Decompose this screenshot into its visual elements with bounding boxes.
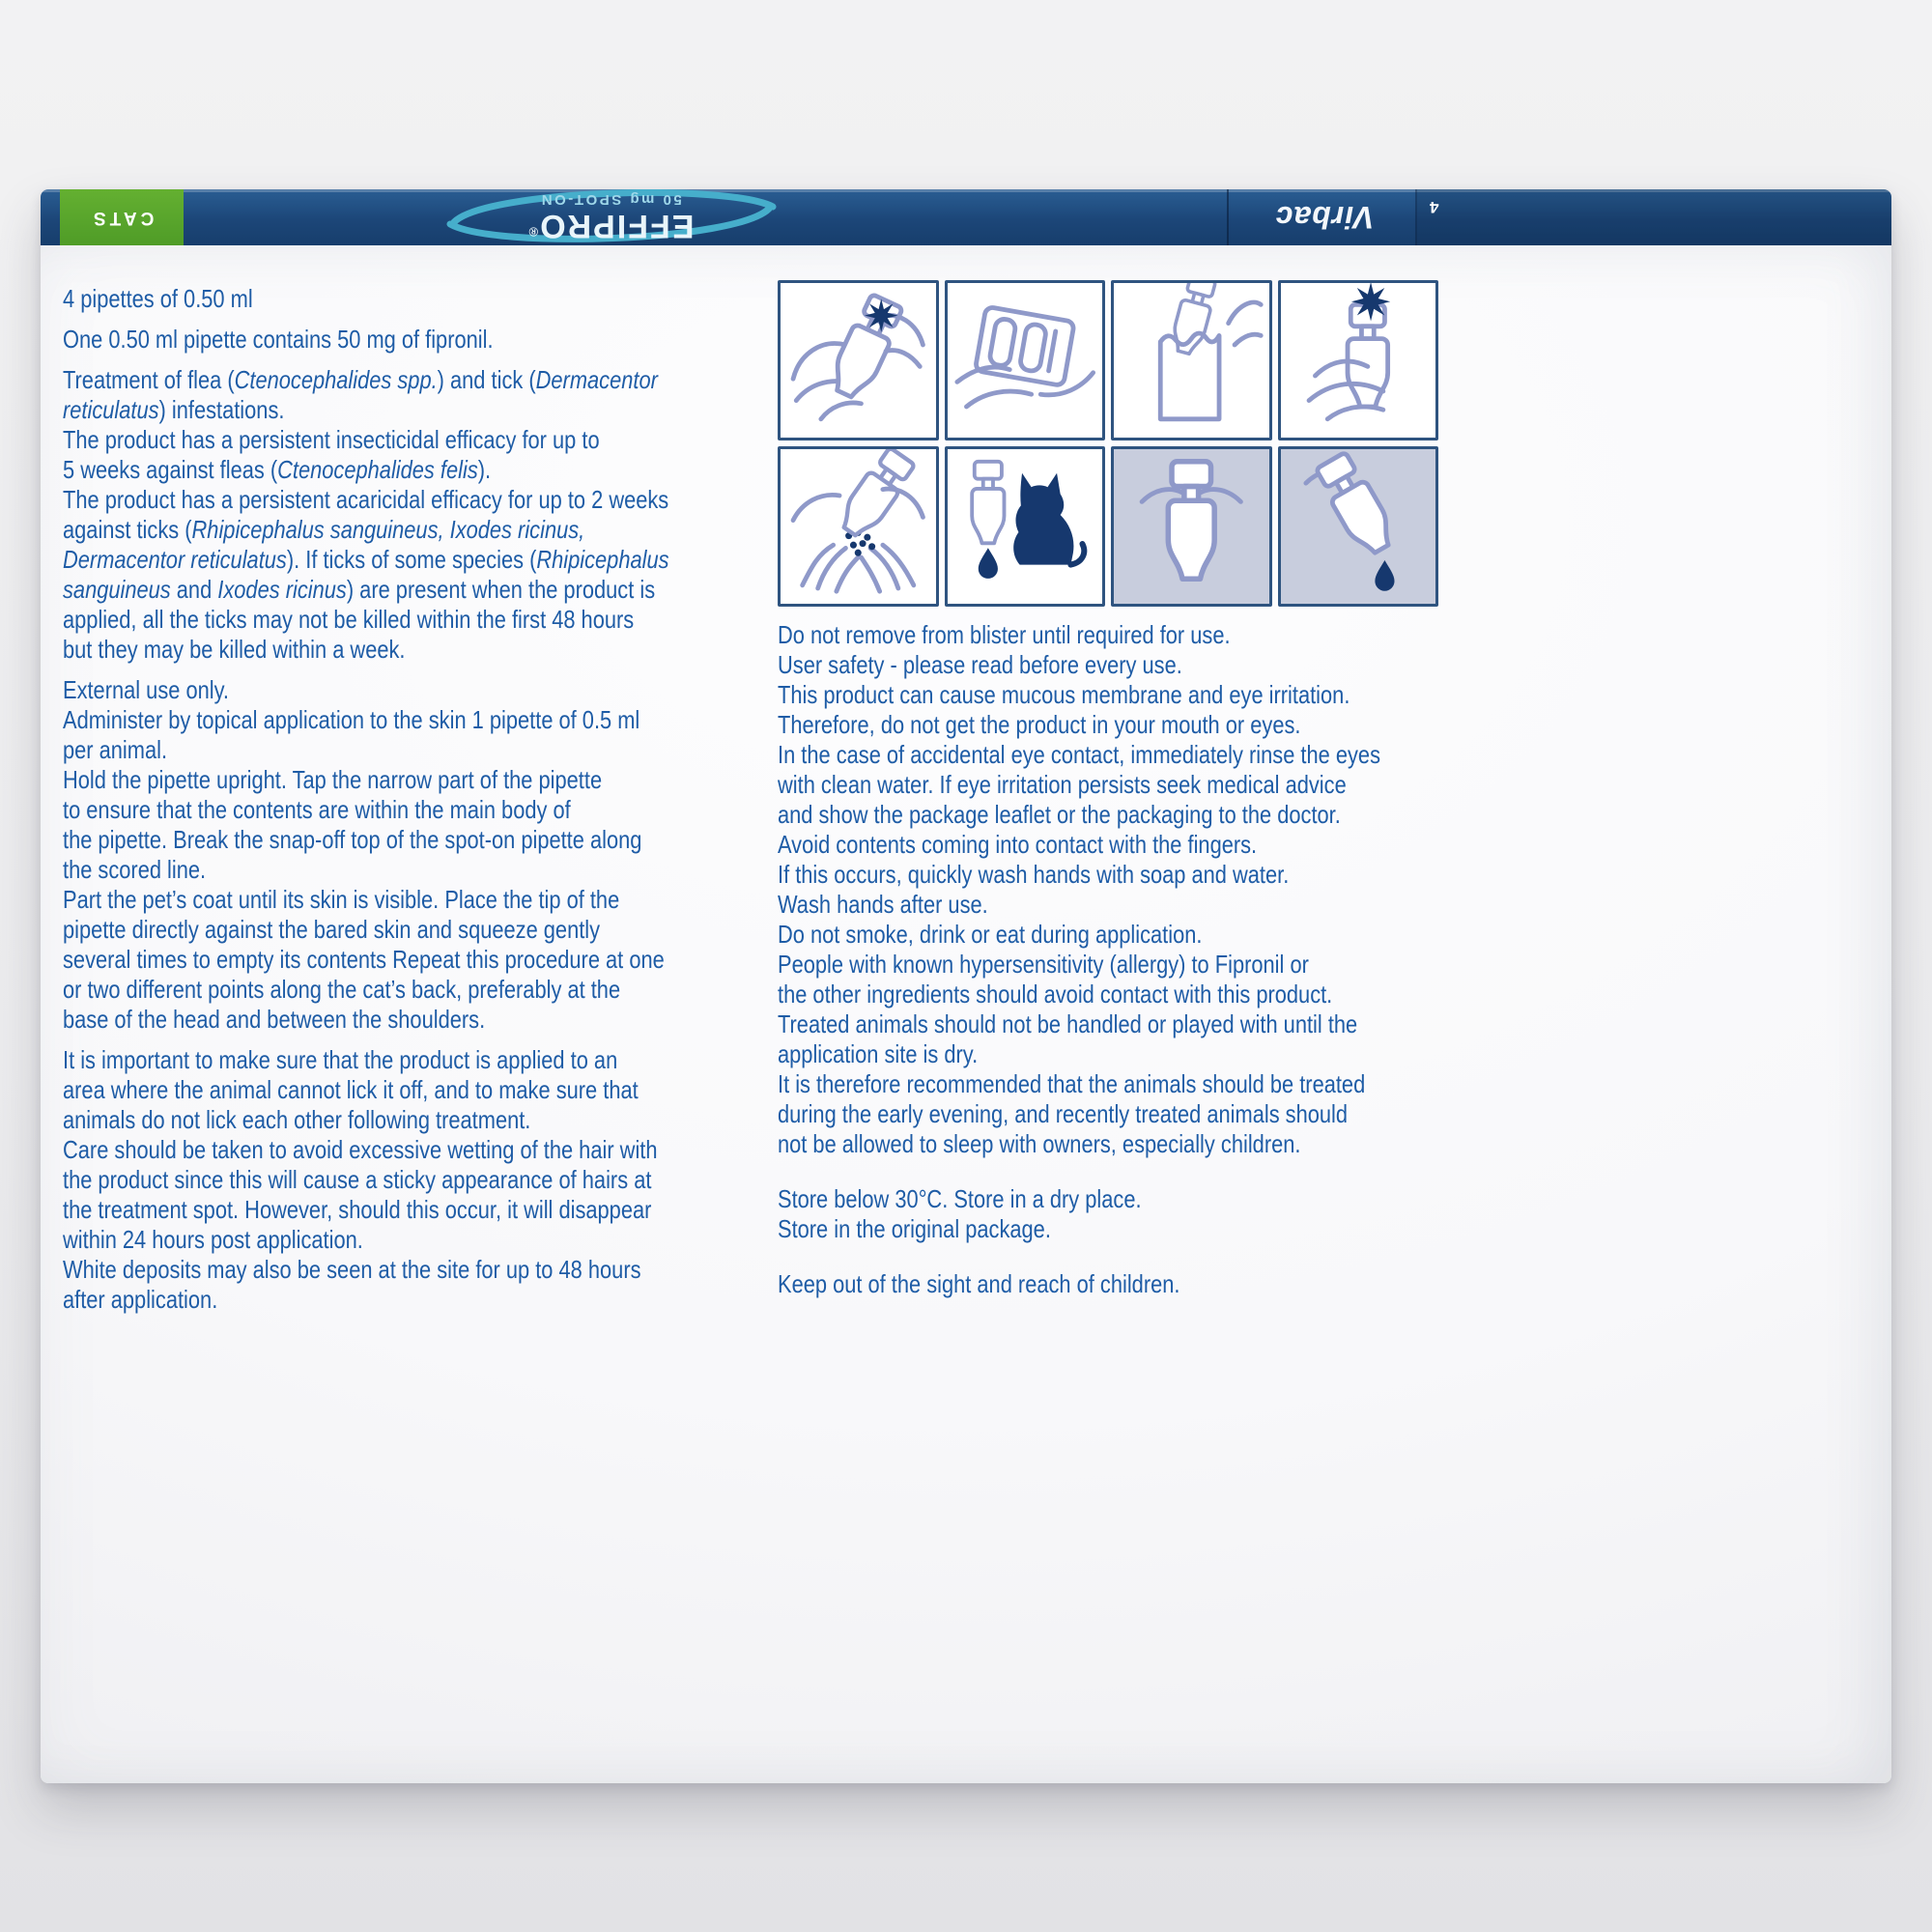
product-box-back bbox=[41, 189, 1891, 1783]
brand-name: EFFIPRO® bbox=[526, 208, 695, 245]
box-top-flap bbox=[41, 189, 1891, 245]
brand-logo bbox=[388, 189, 833, 245]
flap-fold-line bbox=[1227, 189, 1229, 245]
pipette-count-line: 4 pipettes of 0.50 ml bbox=[63, 284, 253, 313]
pictogram-apply-to-parted-fur bbox=[778, 446, 939, 607]
pictogram-hold-blister-pack bbox=[945, 280, 1106, 440]
user-safety-paragraph: Do not remove from blister until required for use. User safety - please read before every use. This product can cause mucous membrane and eye irritation. Therefore, do not get the product in your mouth or eyes. In the case of accidental eye contact, immediately rinse the eyes with clean water. If eye irritation persists seek medical advice and show the package leaflet or the packaging to the doctor. Avoid contents coming into contact with the fingers. If this occurs, quickly wash hands with soap and water. Wash hands after use. Do not smoke, drink or eat during application. People with known hypersensitivity (allergy) to Fipronil or the other ingredients should avoid contact with this product. Treated animals should not be handled or played with until the application site is dry. It is therefore recommended that the animals should be treated during the early evening, and recently treated animals should not be allowed to sleep with owners, especially children. bbox=[778, 620, 1380, 1158]
flap-fold-line bbox=[1415, 189, 1417, 245]
species-tab-label: CATS bbox=[89, 208, 155, 228]
flap-side-panel bbox=[1417, 189, 1891, 245]
pictogram-pipette-held-upright bbox=[1111, 446, 1272, 607]
box-back-face bbox=[41, 245, 1891, 1783]
pictogram-pipette-drop-on-cat bbox=[945, 446, 1106, 607]
company-logo: Virbac bbox=[1274, 200, 1375, 236]
pictogram-remove-pipette-from-blister bbox=[1111, 280, 1272, 440]
pictogram-pipette-dispensing-drop bbox=[1278, 446, 1439, 607]
pictogram-snap-pipette-between-hands bbox=[778, 280, 939, 440]
indications-paragraph: Treatment of flea (Ctenocephalides spp.) and tick (Dermacentor reticulatus) infestations. The product has a persistent insecticidal efficacy for up to 5 weeks against fleas (Ctenocephalides felis). The product has a persistent acaricidal efficacy for up to 2 weeks against ticks (Rhipicephalus sanguineus, Ixodes ricinus, Dermacentor reticulatus). If ticks of some species (Rhipicephalus sanguineus and Ixodes ricinus) are present when the product is applied, all the ticks may not be killed within the first 48 hours but they may be killed within a week. bbox=[63, 365, 669, 664]
composition-line: One 0.50 ml pipette contains 50 mg of fipronil. bbox=[63, 325, 494, 354]
storage-paragraph: Store below 30°C. Store in a dry place. Store in the original package. bbox=[778, 1184, 1142, 1243]
instructions-right-column bbox=[778, 280, 1444, 1324]
keep-away-from-children-line: Keep out of the sight and reach of children. bbox=[778, 1269, 1180, 1298]
instructions-left-column bbox=[63, 284, 744, 1325]
administration-paragraph: External use only. Administer by topical application to the skin 1 pipette of 0.5 ml per animal. Hold the pipette upright. Tap the narrow part of the pipette to ensure that the contents are within the main body of the pipette. Break the snap-off top of the spot-on pipette along the scored line. Part the pet’s coat until its skin is visible. Place the tip of the pipette directly against the bared skin and squeeze gently several times to empty its contents Repeat this procedure at one or two different points along the cat’s back, preferably at the base of the head and between the shoulders. bbox=[63, 675, 665, 1034]
registered-mark: ® bbox=[526, 224, 539, 240]
precautions-paragraph: It is important to make sure that the product is applied to an area where the animal cannot lick it off, and to make sure that animals do not lick each other following treatment. Care should be taken to avoid excessive wetting of the hair with the product since this will cause a sticky appearance of hairs at the treatment spot. However, should this occur, it will disappear within 24 hours post application. White deposits may also be seen at the site for up to 48 hours after application. bbox=[63, 1045, 658, 1314]
pictogram-snap-off-pipette-top bbox=[1278, 280, 1439, 440]
pack-count: 4 bbox=[1430, 198, 1439, 216]
species-tab bbox=[60, 189, 184, 245]
brand-strength: 50 mg SPOT-ON bbox=[539, 191, 682, 209]
pictogram-grid bbox=[778, 280, 1438, 607]
